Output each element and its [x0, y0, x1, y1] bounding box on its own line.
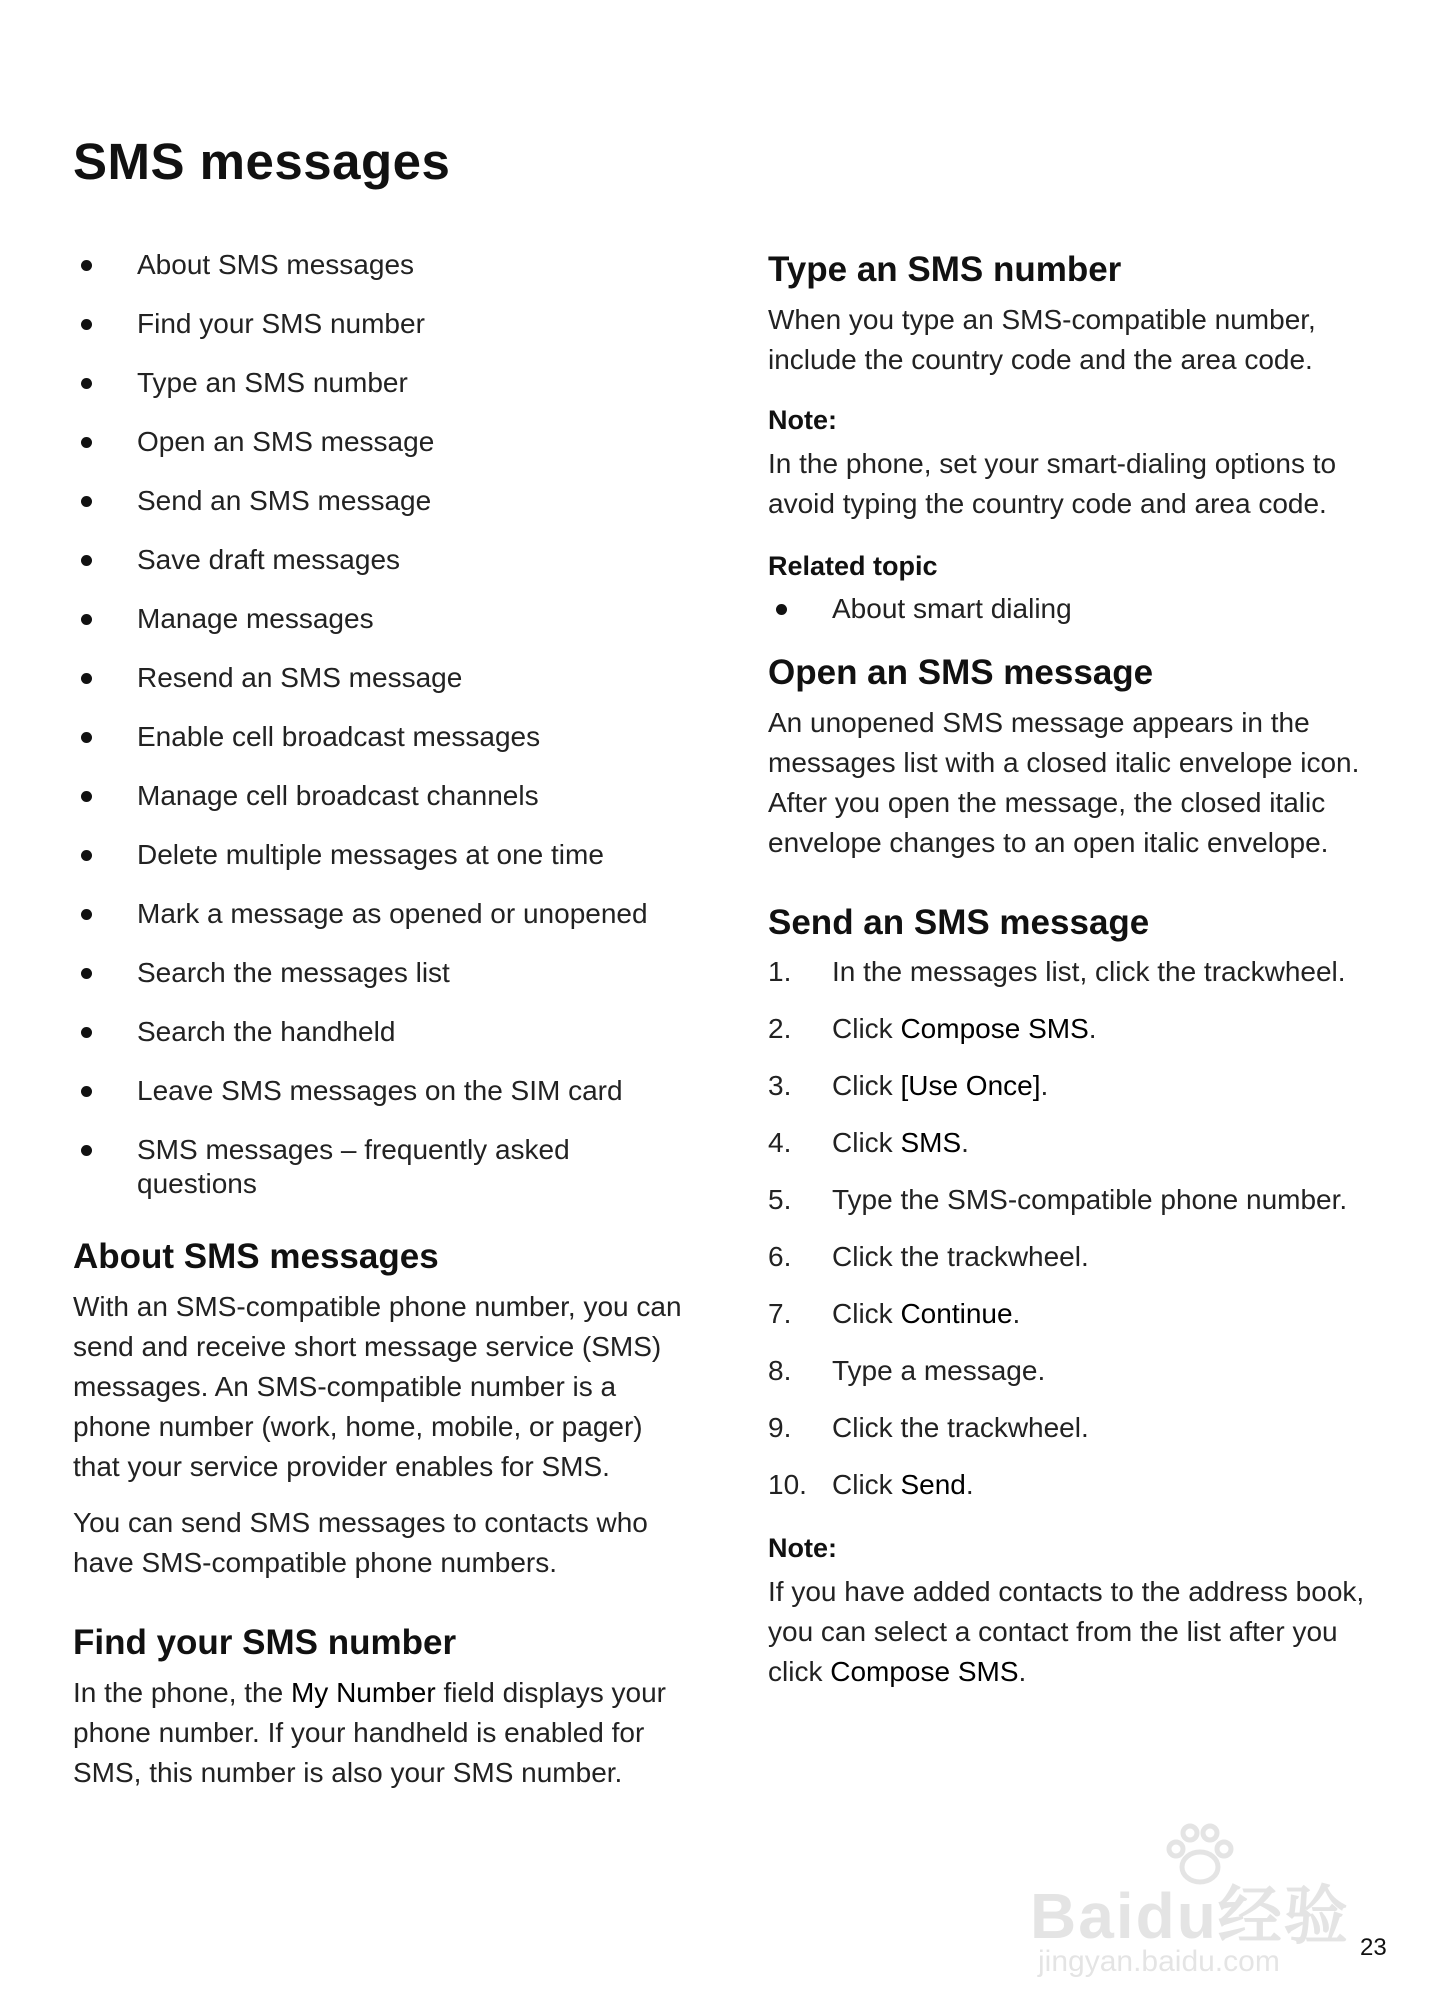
send-note-after: .: [1018, 1656, 1027, 1687]
step-ui-term: SMS: [900, 1127, 962, 1158]
step-ui-term: Send: [900, 1469, 966, 1500]
send-note-text: [768, 1572, 1388, 1692]
bullet-icon: [81, 555, 92, 566]
topic-list-item-label: Find your SMS number: [137, 308, 425, 339]
find-paragraph: [73, 1673, 693, 1793]
type-paragraph: When you type an SMS-compatible number, include the country code and the area code.: [768, 304, 1316, 375]
bullet-icon: [81, 909, 92, 920]
topic-list-item: [73, 602, 693, 636]
page-number: 23: [1360, 1934, 1387, 1961]
bullet-icon: [81, 791, 92, 802]
topic-list-item-label: Search the messages list: [137, 957, 450, 988]
step-text: Type a message.: [832, 1355, 1046, 1386]
topic-list-item: [73, 1015, 693, 1049]
step-text: Click: [832, 1013, 901, 1044]
step-number: 7.: [768, 1298, 792, 1329]
topic-list-item: [73, 484, 693, 518]
step-text: In the messages list, click the trackwheel.: [832, 956, 1346, 987]
step-text-after: .: [1040, 1070, 1049, 1101]
about-heading: About SMS messages: [73, 1237, 439, 1276]
step-text: Click: [832, 1469, 901, 1500]
bullet-icon: [81, 1027, 92, 1038]
send-step: [768, 1411, 1388, 1445]
topic-list-item: [73, 1133, 693, 1201]
topic-list-item-label: Leave SMS messages on the SIM card: [137, 1075, 623, 1106]
topic-list: [73, 248, 693, 1201]
send-step: [768, 1126, 1388, 1160]
type-heading: Type an SMS number: [768, 250, 1122, 289]
bullet-icon: [81, 850, 92, 861]
bullet-icon: [81, 1086, 92, 1097]
topic-list-item: [73, 838, 693, 872]
open-heading: Open an SMS message: [768, 653, 1154, 692]
topic-list-item: [73, 661, 693, 695]
send-note-before: If you have added contacts to the address book, you can select a contact from the list after you click: [768, 1576, 1365, 1687]
step-number: 1.: [768, 956, 792, 987]
send-heading: Send an SMS message: [768, 903, 1150, 942]
step-number: 2.: [768, 1013, 792, 1044]
about-paragraph-1: With an SMS-compatible phone number, you can send and receive short message service (SMS) messages. An SMS-compatible number is a phone number (work, home, mobile, or pager) that your service provider enables for SMS.: [73, 1291, 682, 1482]
baidu-watermark: [1030, 1815, 1380, 1985]
related-topic-list: [768, 592, 1388, 626]
topic-list-item: [73, 897, 693, 931]
step-number: 3.: [768, 1070, 792, 1101]
step-ui-term: Compose SMS: [900, 1013, 1089, 1044]
topic-list-item-label: Open an SMS message: [137, 426, 435, 457]
send-steps-list: [768, 955, 1388, 1502]
topic-list-item-label: Resend an SMS message: [137, 662, 463, 693]
bullet-icon: [81, 496, 92, 507]
step-text: Click the trackwheel.: [832, 1241, 1089, 1272]
topic-list-item-label: Type an SMS number: [137, 367, 408, 398]
topic-list-item-label: SMS messages – frequently asked questions: [137, 1134, 570, 1199]
send-step: [768, 955, 1388, 989]
related-topic-item: [768, 592, 1388, 626]
bullet-icon: [81, 968, 92, 979]
topic-list-item: [73, 1074, 693, 1108]
about-paragraph-2: You can send SMS messages to contacts who have SMS-compatible phone numbers.: [73, 1507, 648, 1578]
open-section: [768, 651, 1388, 863]
step-number: 9.: [768, 1412, 792, 1443]
send-step: [768, 1183, 1388, 1217]
bullet-icon: [81, 437, 92, 448]
topic-list-item-label: Manage messages: [137, 603, 374, 634]
send-note-label: Note:: [768, 1533, 837, 1563]
bullet-icon: [81, 378, 92, 389]
related-topic-label: Related topic: [768, 551, 938, 581]
left-column: [73, 248, 693, 1793]
topic-list-item: [73, 307, 693, 341]
topic-list-item-label: Enable cell broadcast messages: [137, 721, 541, 752]
send-step: [768, 1012, 1388, 1046]
send-step: [768, 1240, 1388, 1274]
step-text-after: .: [965, 1469, 974, 1500]
step-text-after: .: [961, 1127, 969, 1158]
send-section: [768, 901, 1388, 1692]
bullet-icon: [81, 260, 92, 271]
type-note-text: In the phone, set your smart-dialing options to avoid typing the country code and area code.: [768, 448, 1337, 519]
bullet-icon: [776, 604, 787, 615]
topic-list-item-label: Save draft messages: [137, 544, 401, 575]
topic-list-item: [73, 425, 693, 459]
send-step: [768, 1069, 1388, 1103]
step-text: Type the SMS-compatible phone number.: [832, 1184, 1348, 1215]
compose-sms-ref: Compose SMS: [830, 1656, 1019, 1687]
type-note-label: Note:: [768, 405, 837, 435]
step-number: 8.: [768, 1355, 792, 1386]
my-number-field-ref: My Number: [290, 1677, 436, 1708]
topic-list-item: [73, 956, 693, 990]
send-step: [768, 1354, 1388, 1388]
topic-list-item: [73, 779, 693, 813]
step-ui-term: [Use Once]: [900, 1070, 1041, 1101]
step-text-after: .: [1088, 1013, 1097, 1044]
step-number: 6.: [768, 1241, 792, 1272]
step-text: Click: [832, 1298, 901, 1329]
bullet-icon: [81, 614, 92, 625]
topic-list-item-label: Mark a message as opened or unopened: [137, 898, 648, 929]
topic-list-item: [73, 543, 693, 577]
send-step: [768, 1468, 1388, 1502]
step-number: 5.: [768, 1184, 792, 1215]
topic-list-item-label: About SMS messages: [137, 249, 415, 280]
related-topic-label: About smart dialing: [832, 593, 1072, 624]
page-title: SMS messages: [73, 133, 451, 190]
topic-list-item-label: Search the handheld: [137, 1016, 396, 1047]
type-section: [768, 248, 1388, 626]
find-heading: Find your SMS number: [73, 1623, 457, 1662]
step-number: 10.: [768, 1469, 807, 1500]
topic-list-item-label: Delete multiple messages at one time: [137, 839, 604, 870]
right-column: [768, 248, 1388, 1692]
step-text-after: .: [1012, 1298, 1021, 1329]
step-text: Click: [832, 1070, 901, 1101]
about-section: [73, 1235, 693, 1583]
topic-list-item-label: Manage cell broadcast channels: [137, 780, 539, 811]
topic-list-item: [73, 720, 693, 754]
bullet-icon: [81, 673, 92, 684]
step-text: Click: [832, 1127, 901, 1158]
bullet-icon: [81, 732, 92, 743]
step-number: 4.: [768, 1127, 792, 1158]
bullet-icon: [81, 1145, 92, 1156]
find-text-after: field displays your phone number. If your handheld is enabled for SMS, this number is also your SMS number.: [73, 1677, 667, 1788]
topic-list-item: [73, 248, 693, 282]
find-section: [73, 1621, 693, 1793]
topic-list-item-label: Send an SMS message: [137, 485, 432, 516]
step-text: Click the trackwheel.: [832, 1412, 1089, 1443]
open-paragraph: An unopened SMS message appears in the messages list with a closed italic envelope icon. After you open the message, the closed italic envelope changes to an open italic envelope.: [768, 707, 1360, 858]
step-ui-term: Continue: [900, 1298, 1013, 1329]
watermark-text: Baidu经验: [1030, 1880, 1350, 1952]
watermark-url: jingyan.baidu.com: [1038, 1945, 1280, 1978]
bullet-icon: [81, 319, 92, 330]
topic-list-item: [73, 366, 693, 400]
send-step: [768, 1297, 1388, 1331]
find-text-before: In the phone, the: [73, 1677, 291, 1708]
